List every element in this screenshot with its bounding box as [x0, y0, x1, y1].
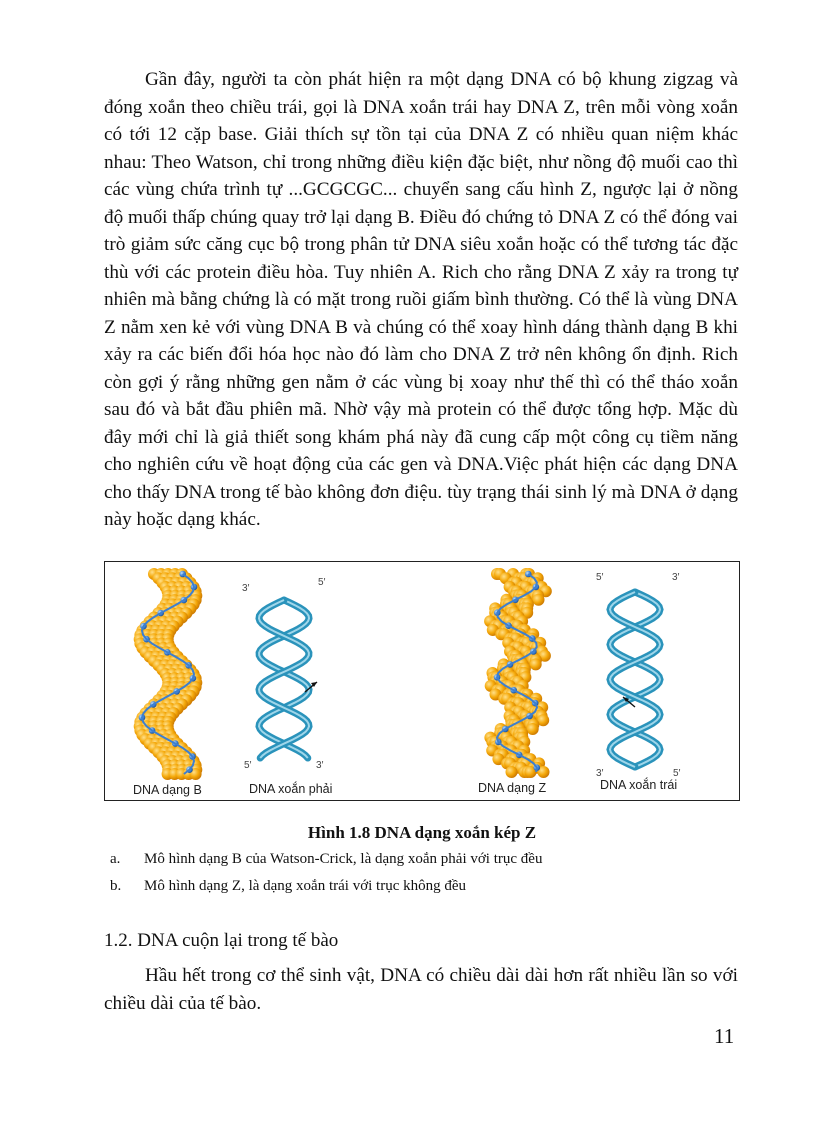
- strand-end-label: 3′: [672, 572, 680, 583]
- strand-end-label: 3′: [316, 760, 324, 771]
- dna-figure-art: [105, 562, 741, 802]
- section-heading: 1.2. DNA cuộn lại trong tế bào: [104, 930, 339, 951]
- strand-end-label: 5′: [673, 768, 681, 779]
- body-paragraph-2: Hầu hết trong cơ thể sinh vật, DNA có chiều dài dài hơn rất nhiều lần so với chiều dài của tế bào.: [104, 965, 738, 1014]
- strand-end-label: 3′: [596, 768, 604, 779]
- strand-end-label: 5′: [596, 572, 604, 583]
- caption-item-marker: b.: [110, 878, 122, 894]
- strand-end-label: 5′: [318, 577, 326, 588]
- dna-figure: [104, 561, 740, 801]
- model-atom: [506, 766, 518, 778]
- caption-item-marker: a.: [110, 851, 121, 867]
- b-form-model-image: [134, 568, 203, 780]
- label-right-helix: DNA xoắn phải: [249, 782, 333, 796]
- caption-item-a: [110, 851, 542, 868]
- label-left-helix: DNA xoắn trái: [600, 778, 678, 792]
- left-helix-diagram: [610, 592, 660, 767]
- strand-end-label: 3′: [242, 583, 250, 594]
- model-atom: [533, 594, 545, 606]
- right-helix-diagram: [259, 600, 309, 758]
- figure-caption: Hình 1.8 DNA dạng xoắn kép Z: [307, 823, 537, 842]
- page-number: 11: [714, 1024, 735, 1048]
- caption-item-b: [110, 878, 466, 895]
- caption-item-text: Mô hình dạng B của Watson-Crick, là dạng xoắn phải với trục đều: [144, 851, 543, 867]
- body-paragraph-1: Gần đây, người ta còn phát hiện ra một dạng DNA có bộ khung zigzag và đóng xoắn theo chiều trái, gọi là DNA xoắn trái hay DNA Z, trên mỗi vòng xoắn có tới 12 cặp base. Giải thích sự tồn tại của DNA Z có nhiều quan niệm khác nhau: Theo Watson, chỉ trong những điều kiện đặc biệt, như nồng độ muối cao thì các vùng chứa trình tự ...GCGCGC... chuyển sang cấu hình Z, ngược lại ở nồng độ muối thấp chúng quay trở lại dạng B. Điều đó chứng tỏ DNA Z có thể đóng vai trò giảm sức căng cục bộ trong phân tử DNA siêu xoắn hoặc có thể tương tác đặc thù với các protein điều hòa. Tuy nhiên A. Rich cho rằng DNA Z xảy ra trong tự nhiên mà bằng chứng là có mặt trong ruồi giấm bình thường. Có thể là vùng DNA Z nằm xen kẻ với vùng DNA B và chúng có thể xoay hình dáng thành dạng B khi xảy ra các biến đổi hóa học nào đó làm cho DNA Z trở nên không ổn định. Rich còn gợi ý rằng những gen nằm ở các vùng bị xoay như thế thì có thể tháo xoắn sau đó và bắt đầu phiên mã. Nhờ vậy mà protein có thể được tổng hợp. Mặc dù đây mới chỉ là giả thiết song khám phá này đã cung cấp một công cụ tiềm năng cho nghiên cứu về hoạt động của các gen và DNA.Việc phát hiện các dạng DNA cho thấy DNA trong tế bào không đơn điệu. tùy trạng thái sinh lý mà DNA ở dạng này hoặc dạng khác.: [104, 69, 738, 530]
- caption-item-text: Mô hình dạng Z, là dạng xoắn trái với trục không đều: [144, 878, 467, 894]
- z-form-model-image: [484, 568, 552, 778]
- model-atom: [530, 658, 542, 670]
- label-b-form: DNA dạng B: [133, 783, 202, 797]
- strand-end-label: 5′: [244, 760, 252, 771]
- model-atom: [527, 723, 539, 735]
- label-z-form: DNA dạng Z: [478, 781, 547, 795]
